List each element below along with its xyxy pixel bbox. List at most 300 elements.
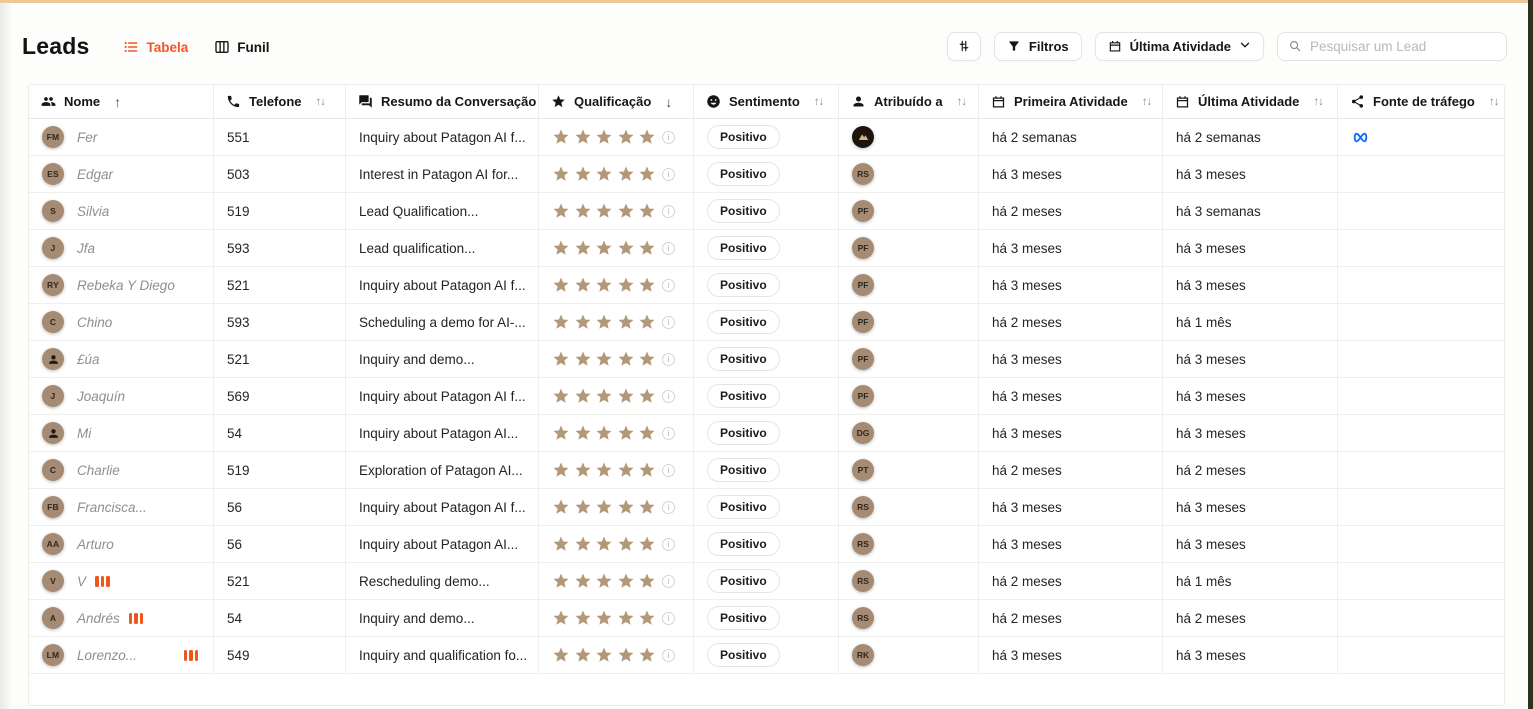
name-cell [29,563,214,600]
phone-cell: 503 [214,156,346,193]
star-icon [552,424,570,442]
date-filter-dropdown[interactable] [1095,32,1264,61]
sentiment-badge: Positivo [707,236,780,260]
info-icon[interactable]: i [662,390,675,403]
meta-icon [1351,131,1370,144]
first-activity-cell: há 3 meses [979,341,1163,378]
sentiment-badge: Positivo [707,495,780,519]
last-activity-cell: há 3 meses [1163,378,1338,415]
phone-cell: 521 [214,563,346,600]
avatar [42,348,64,370]
star-icon [552,609,570,627]
assignee-avatar [852,126,874,148]
rating-cell [539,526,694,563]
star-icon [552,387,570,405]
table-row[interactable] [29,415,1504,452]
topbar [0,0,1533,72]
star-icon [574,387,592,405]
traffic-source-cell [1338,489,1505,526]
lead-name: V [77,573,87,589]
star-rating [552,461,656,479]
rating-cell [539,230,694,267]
name-cell [29,267,214,304]
rating-cell [539,119,694,156]
traffic-source-cell [1338,304,1505,341]
summary-cell: Exploration of Patagon AI... [346,452,539,489]
first-activity-cell: há 3 meses [979,230,1163,267]
summary-cell: Interest in Patagon AI for... [346,156,539,193]
star-icon [638,239,656,257]
star-icon [595,498,613,516]
sentiment-cell [694,563,839,600]
star-rating [552,646,656,664]
star-rating [552,313,656,331]
sort-icon[interactable]: ↑↓ [1488,95,1499,108]
star-icon [574,572,592,590]
assignee-cell [839,119,979,156]
star-icon [552,535,570,553]
avatar [42,422,64,444]
patagon-logo-icon [856,130,871,145]
rating-cell [539,193,694,230]
traffic-source-cell [1338,452,1505,489]
traffic-source-cell [1338,637,1505,674]
star-icon [552,498,570,516]
people-icon [41,94,56,109]
summary-cell: Inquiry about Patagon AI... [346,526,539,563]
phone-cell: 521 [214,267,346,304]
date-filter-label: Última Atividade [1129,38,1231,54]
assignee-avatar: PF [852,237,874,259]
phone-cell: 593 [214,304,346,341]
sentiment-cell [694,304,839,341]
sentiment-badge: Positivo [707,125,780,149]
traffic-source-cell [1338,600,1505,637]
assignee-cell [839,489,979,526]
star-icon [574,313,592,331]
phone-cell: 549 [214,637,346,674]
sort-icon[interactable]: ↑↓ [1141,95,1152,108]
star-icon [595,609,613,627]
star-icon [574,461,592,479]
share-icon [1350,94,1365,109]
star-icon [617,387,635,405]
column-header[interactable] [214,85,346,119]
assignee-cell [839,600,979,637]
first-activity-cell: há 2 meses [979,563,1163,600]
first-activity-cell: há 3 meses [979,378,1163,415]
phone-cell: 56 [214,526,346,563]
search-input[interactable] [1310,39,1496,54]
info-icon[interactable]: i [662,242,675,255]
phone-cell: 56 [214,489,346,526]
sentiment-cell [694,526,839,563]
assignee-cell [839,637,979,674]
column-header[interactable] [1163,85,1338,119]
sentiment-cell [694,415,839,452]
last-activity-cell: há 2 meses [1163,600,1338,637]
table-row[interactable] [29,230,1504,267]
traffic-source-cell [1338,415,1505,452]
info-icon[interactable]: i [662,649,675,662]
info-icon[interactable]: i [662,205,675,218]
tab-funil-label: Funil [237,39,270,55]
smiley-icon [706,94,721,109]
star-icon [595,165,613,183]
lead-name: Edgar [77,166,114,182]
info-icon[interactable]: i [662,316,675,329]
star-icon [574,202,592,220]
assignee-cell [839,526,979,563]
sentiment-cell [694,156,839,193]
star-icon [617,202,635,220]
star-icon [595,646,613,664]
column-header-label: Qualificação [574,94,652,109]
summary-cell: Scheduling a demo for AI-... [346,304,539,341]
sentiment-cell [694,600,839,637]
last-activity-cell: há 1 mês [1163,563,1338,600]
sort-icon[interactable]: ↑↓ [315,95,325,108]
sentiment-badge: Positivo [707,569,780,593]
first-activity-cell: há 2 semanas [979,119,1163,156]
assignee-cell [839,415,979,452]
info-icon[interactable]: i [662,575,675,588]
calendar-icon [991,94,1006,109]
sentiment-badge: Positivo [707,162,780,186]
kanban-icon [214,39,230,55]
first-activity-cell: há 3 meses [979,526,1163,563]
info-icon[interactable]: i [662,427,675,440]
star-icon [595,535,613,553]
star-icon [595,128,613,146]
table-row[interactable] [29,526,1504,563]
star-icon [552,572,570,590]
avatar: J [42,385,64,407]
column-header-label: Atribuído a [874,94,943,109]
summary-cell: Inquiry about Patagon AI f... [346,489,539,526]
sentiment-badge: Positivo [707,532,780,556]
tab-tabela-label: Tabela [146,39,189,55]
column-header[interactable] [346,85,539,119]
lead-name: Jfa [77,240,96,256]
star-rating [552,350,656,368]
star-rating [552,535,656,553]
star-icon [617,350,635,368]
lead-name: Lorenzo... [77,647,138,663]
star-icon [574,424,592,442]
name-cell [29,193,214,230]
column-settings-button[interactable] [947,32,981,61]
rating-cell [539,267,694,304]
assignee-avatar: PF [852,348,874,370]
column-header-label: Telefone [249,94,302,109]
table-header-row [29,85,1504,119]
table-row[interactable] [29,193,1504,230]
column-header[interactable] [1338,85,1505,119]
column-header-label: Última Atividade [1198,94,1300,109]
star-icon [638,350,656,368]
window-top-edge [0,0,1533,3]
phone-cell: 519 [214,452,346,489]
last-activity-cell: há 3 meses [1163,341,1338,378]
first-activity-cell: há 2 meses [979,600,1163,637]
traffic-source-cell [1338,563,1505,600]
star-icon [617,239,635,257]
star-icon [638,609,656,627]
sort-icon[interactable]: ↓ [665,93,673,110]
rating-cell [539,415,694,452]
last-activity-cell: há 3 meses [1163,230,1338,267]
star-icon [617,646,635,664]
sentiment-badge: Positivo [707,421,780,445]
star-icon [552,276,570,294]
signal-bars-icon [184,650,199,661]
lead-name: Arturo [77,536,114,552]
star-rating [552,165,656,183]
sentiment-cell [694,230,839,267]
assignee-avatar: PF [852,200,874,222]
star-icon [574,609,592,627]
info-icon[interactable]: i [662,464,675,477]
avatar: V [42,570,64,592]
last-activity-cell: há 1 mês [1163,304,1338,341]
sort-icon[interactable]: ↑↓ [813,95,824,108]
star-icon [638,202,656,220]
star-icon [595,572,613,590]
assignee-avatar: PT [852,459,874,481]
info-icon[interactable]: i [662,279,675,292]
column-header-label: Resumo da Conversação [381,94,537,109]
info-icon[interactable]: i [662,353,675,366]
first-activity-cell: há 3 meses [979,267,1163,304]
star-icon [595,313,613,331]
star-icon [638,387,656,405]
sort-icon[interactable]: ↑ [114,93,122,110]
summary-cell: Inquiry about Patagon AI f... [346,267,539,304]
star-rating [552,128,656,146]
lead-name: Charlie [77,462,120,478]
star-rating [552,498,656,516]
assignee-cell [839,230,979,267]
phone-cell: 519 [214,193,346,230]
last-activity-cell: há 3 meses [1163,489,1338,526]
star-icon [638,646,656,664]
table-row[interactable] [29,267,1504,304]
info-icon[interactable]: i [662,501,675,514]
sentiment-badge: Positivo [707,606,780,630]
table-row[interactable] [29,341,1504,378]
phone-cell: 593 [214,230,346,267]
avatar: C [42,459,64,481]
lead-name: £úa [77,351,100,367]
column-header[interactable] [29,85,214,119]
star-icon [617,424,635,442]
name-cell [29,415,214,452]
star-icon [574,165,592,183]
filter-funnel-icon [1007,39,1021,53]
info-icon[interactable]: i [662,168,675,181]
star-icon [638,165,656,183]
assignee-avatar: RS [852,163,874,185]
sort-icon[interactable]: ↑↓ [1313,95,1323,108]
star-icon [574,350,592,368]
tab-tabela[interactable] [123,39,188,55]
filters-label: Filtros [1028,38,1069,54]
rating-cell [539,156,694,193]
calendar-icon [1175,94,1190,109]
first-activity-cell: há 2 meses [979,452,1163,489]
name-cell [29,452,214,489]
table-body [29,119,1504,674]
column-header[interactable] [839,85,979,119]
table-row[interactable] [29,452,1504,489]
avatar: S [42,200,64,222]
assignee-cell [839,452,979,489]
column-header[interactable] [539,85,694,119]
star-icon [574,498,592,516]
star-icon [638,313,656,331]
view-tabs [123,39,269,55]
avatar: J [42,237,64,259]
summary-cell: Lead qualification... [346,230,539,267]
sentiment-badge: Positivo [707,310,780,334]
column-header[interactable] [694,85,839,119]
star-icon [551,94,566,109]
person-icon [851,94,866,109]
traffic-source-cell [1338,119,1505,156]
star-icon [638,498,656,516]
assignee-avatar: RS [852,607,874,629]
info-icon[interactable]: i [662,131,675,144]
first-activity-cell: há 3 meses [979,637,1163,674]
star-rating [552,424,656,442]
assignee-avatar: DG [852,422,874,444]
info-icon[interactable]: i [662,538,675,551]
star-icon [552,313,570,331]
assignee-cell [839,341,979,378]
star-icon [617,276,635,294]
filters-button[interactable] [994,32,1082,61]
sentiment-cell [694,119,839,156]
first-activity-cell: há 2 meses [979,304,1163,341]
phone-cell: 551 [214,119,346,156]
assignee-cell [839,378,979,415]
list-icon [123,39,139,55]
name-cell [29,156,214,193]
star-icon [595,276,613,294]
avatar: RY [42,274,64,296]
star-rating [552,202,656,220]
column-header-label: Primeira Atividade [1014,94,1128,109]
search-icon [1288,39,1302,53]
star-icon [574,535,592,553]
lead-name: Andrés [77,610,120,626]
avatar: ES [42,163,64,185]
table-row[interactable] [29,600,1504,637]
star-rating [552,609,656,627]
star-icon [574,276,592,294]
table-row[interactable] [29,156,1504,193]
phone-cell: 569 [214,378,346,415]
star-icon [617,128,635,146]
assignee-cell [839,156,979,193]
last-activity-cell: há 3 meses [1163,267,1338,304]
sentiment-badge: Positivo [707,199,780,223]
sentiment-cell [694,193,839,230]
window-left-shadow [0,0,12,709]
sort-icon[interactable]: ↑↓ [956,95,967,108]
table-row[interactable] [29,119,1504,156]
star-rating [552,387,656,405]
summary-cell: Inquiry about Patagon AI f... [346,119,539,156]
star-icon [638,128,656,146]
sentiment-cell [694,378,839,415]
assignee-cell [839,563,979,600]
phone-cell: 521 [214,341,346,378]
search-box[interactable] [1277,32,1507,61]
summary-cell: Lead Qualification... [346,193,539,230]
star-icon [574,128,592,146]
sentiment-cell [694,489,839,526]
rating-cell [539,378,694,415]
tab-funil[interactable] [214,39,269,55]
name-cell [29,119,214,156]
sentiment-badge: Positivo [707,384,780,408]
star-rating [552,572,656,590]
first-activity-cell: há 2 meses [979,193,1163,230]
traffic-source-cell [1338,378,1505,415]
assignee-cell [839,304,979,341]
summary-cell: Inquiry and demo... [346,600,539,637]
table-row[interactable] [29,563,1504,600]
star-icon [638,276,656,294]
last-activity-cell: há 3 meses [1163,637,1338,674]
star-rating [552,276,656,294]
star-icon [552,202,570,220]
assignee-avatar: RS [852,533,874,555]
column-header[interactable] [979,85,1163,119]
lead-name: Francisca... [77,499,147,515]
rating-cell [539,341,694,378]
avatar: C [42,311,64,333]
lead-name: Fer [77,129,98,145]
avatar: FM [42,126,64,148]
traffic-source-cell [1338,341,1505,378]
name-cell [29,637,214,674]
info-icon[interactable]: i [662,612,675,625]
last-activity-cell: há 2 semanas [1163,119,1338,156]
star-icon [638,461,656,479]
lead-name: Silvia [77,203,110,219]
star-icon [638,572,656,590]
star-icon [617,165,635,183]
avatar: FB [42,496,64,518]
tune-icon [957,39,971,53]
table-row[interactable] [29,489,1504,526]
rating-cell [539,489,694,526]
star-icon [595,387,613,405]
lead-name: Chino [77,314,113,330]
phone-cell: 54 [214,600,346,637]
table-row[interactable] [29,304,1504,341]
table-row[interactable] [29,378,1504,415]
column-header-label: Sentimento [729,94,800,109]
person-icon [47,427,60,440]
table-row[interactable] [29,637,1504,674]
sentiment-cell [694,452,839,489]
star-rating [552,239,656,257]
star-icon [552,461,570,479]
